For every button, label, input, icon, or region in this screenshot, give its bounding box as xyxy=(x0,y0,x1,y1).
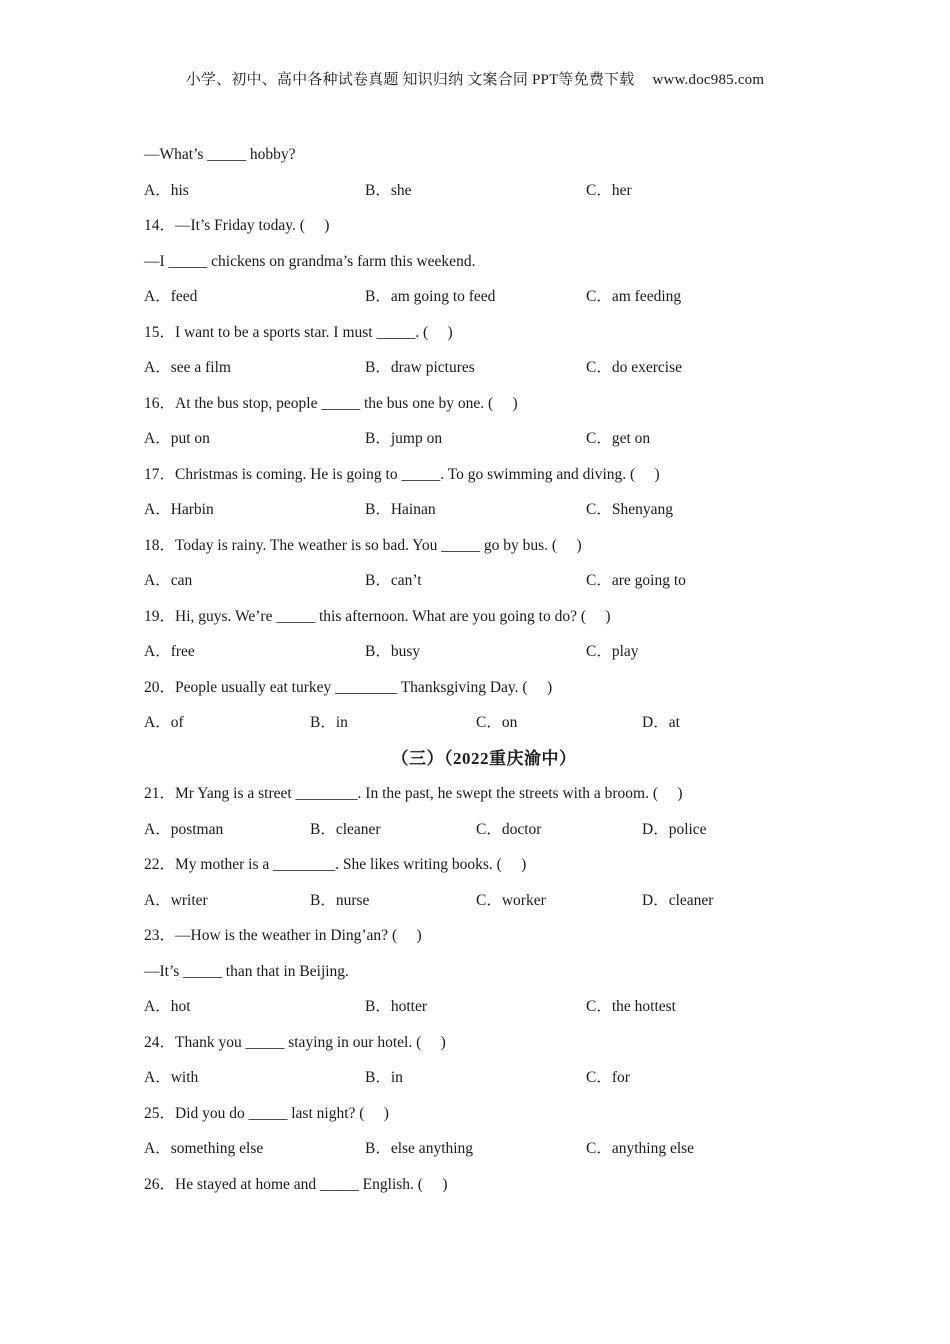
option-b: B．busy xyxy=(365,643,421,660)
option-b: B．can’t xyxy=(365,572,422,589)
question-20-options xyxy=(144,705,824,741)
question-17-options xyxy=(144,492,824,528)
option-b: B．in xyxy=(365,1069,403,1086)
option-c: C．her xyxy=(586,181,632,199)
option-a: A．something else xyxy=(144,1140,264,1157)
question-16-options xyxy=(144,421,824,457)
option-c: C．Shenyang xyxy=(586,501,673,518)
option-c: C．anything else xyxy=(586,1140,695,1157)
option-a: A．can xyxy=(144,572,193,589)
question-17-stem: 17．Christmas is coming. He is going to _____. To go swimming and diving. ( ) xyxy=(144,465,660,483)
question-16-stem: 16．At the bus stop, people _____ the bus one by one. ( ) xyxy=(144,394,518,412)
option-c: C．do exercise xyxy=(586,359,682,376)
question-20-stem: 20．People usually eat turkey ________ Thanksgiving Day. ( ) xyxy=(144,678,553,696)
question-22-stem: 22．My mother is a ________. She likes writing books. ( ) xyxy=(144,856,527,873)
question-23-stem-2: —It’s _____ than that in Beijing. xyxy=(144,962,349,980)
question-23-options xyxy=(144,989,824,1025)
question-19-options xyxy=(144,634,824,670)
question-15-options xyxy=(144,350,824,386)
option-a: A．his xyxy=(144,181,189,199)
option-b: B．nurse xyxy=(310,891,370,909)
option-b: B．hotter xyxy=(365,998,427,1015)
option-a: A．postman xyxy=(144,820,224,838)
option-a: A．free xyxy=(144,643,195,660)
question-14-options xyxy=(144,279,824,315)
option-d: D．at xyxy=(642,714,680,731)
header-text: 小学、初中、高中各种试卷真题 知识归纳 文案合同 PPT等免费下载 xyxy=(185,72,635,88)
question-14-stem: 14．—It’s Friday today. ( ) xyxy=(144,217,330,234)
option-b: B．else anything xyxy=(365,1140,474,1157)
option-a: A．writer xyxy=(144,891,208,909)
option-a: A．Harbin xyxy=(144,501,214,518)
option-c: C．am feeding xyxy=(586,288,682,305)
question-14-stem-2: —I _____ chickens on grandma’s farm this weekend. xyxy=(144,252,476,270)
option-b: B．jump on xyxy=(365,430,443,447)
question-13-options xyxy=(144,173,824,209)
option-c: C．get on xyxy=(586,430,651,447)
option-c: C．the hottest xyxy=(586,998,676,1015)
header-site-link[interactable]: www.doc985.com xyxy=(652,72,765,88)
question-26-stem: 26．He stayed at home and _____ English. ( ) xyxy=(144,1175,448,1193)
option-a: A．feed xyxy=(144,288,198,305)
option-c: C．doctor xyxy=(476,820,542,838)
option-b: B．draw pictures xyxy=(365,359,475,376)
option-d: D．police xyxy=(642,820,707,838)
option-c: C．worker xyxy=(476,891,546,909)
page-header xyxy=(0,68,950,89)
question-24-stem: 24．Thank you _____ staying in our hotel. ( ) xyxy=(144,1033,446,1051)
option-b: B．cleaner xyxy=(310,820,381,838)
option-c: C．play xyxy=(586,643,639,660)
question-21-stem: 21．Mr Yang is a street ________. In the past, he swept the streets with a broom. ( ) xyxy=(144,785,683,802)
option-b: B．Hainan xyxy=(365,501,436,518)
question-15-stem: 15．I want to be a sports star. I must _____. ( ) xyxy=(144,323,453,341)
option-b: B．in xyxy=(310,714,348,731)
question-22-options xyxy=(144,883,824,919)
question-list xyxy=(144,137,824,1202)
option-c: C．on xyxy=(476,714,518,731)
option-a: A．see a film xyxy=(144,359,231,376)
question-25-options xyxy=(144,1131,824,1167)
option-c: C．are going to xyxy=(586,572,686,589)
option-a: A．hot xyxy=(144,998,191,1015)
option-b: B．am going to feed xyxy=(365,288,496,305)
question-13-stem: —What’s _____ hobby? xyxy=(144,146,296,163)
question-18-stem: 18．Today is rainy. The weather is so bad. You _____ go by bus. ( ) xyxy=(144,536,582,554)
question-21-options xyxy=(144,812,824,848)
question-18-options xyxy=(144,563,824,599)
option-a: A．of xyxy=(144,714,184,731)
option-d: D．cleaner xyxy=(642,891,714,909)
question-25-stem: 25．Did you do _____ last night? ( ) xyxy=(144,1104,389,1122)
question-23-stem: 23．—How is the weather in Ding’an? ( ) xyxy=(144,927,422,944)
option-c: C．for xyxy=(586,1069,630,1086)
question-19-stem: 19．Hi, guys. We’re _____ this afternoon. What are you going to do? ( ) xyxy=(144,607,611,625)
option-a: A．put on xyxy=(144,430,210,447)
option-a: A．with xyxy=(144,1069,199,1086)
section-heading: （三）（2022重庆渝中） xyxy=(391,748,577,768)
question-24-options xyxy=(144,1060,824,1096)
option-b: B．she xyxy=(365,181,412,199)
